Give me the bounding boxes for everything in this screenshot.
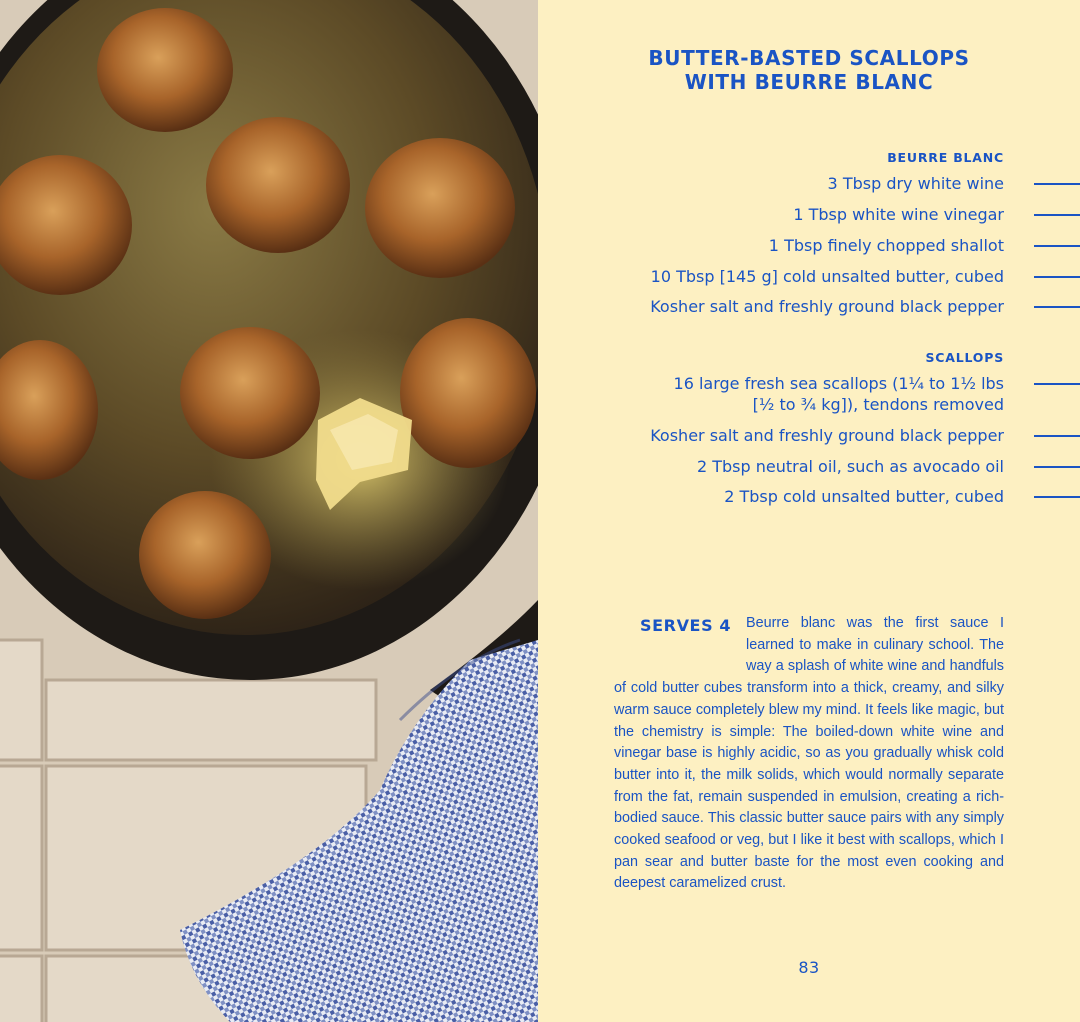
headnote-text: Beurre blanc was the first sauce I learned to make in culinary school. The way a splash of white wine and handfuls of cold butter cubes transform into a thick, creamy, and silky warm sauce completely blew my mind. It feels like magic, but the chemistry is simple: The boiled-down white wine and vinegar base is highly acidic, so as you gradually whisk cold butter into it, the milk solids, which would normally separate from the fat, remain suspended in emulsion, creating a rich-bodied sauce. This classic butter sauce pairs with any simply cooked seafood or veg, but I like it best with scallops, which I pan sear and butter baste for the most even cooking and deepest caramelized crust. [614,615,1004,892]
ingredient-item: 16 large fresh sea scallops (1¼ to 1½ lbs [673,374,1004,393]
ingredient-rule [1034,245,1080,247]
section-label-scallops: SCALLOPS [925,350,1004,365]
ingredient-rule [1034,435,1080,437]
seared-scallops-in-skillet-image [0,0,538,1022]
ingredient-item: 2 Tbsp cold unsalted butter, cubed [724,487,1004,506]
ingredient-item: 1 Tbsp finely chopped shallot [768,236,1004,255]
recipe-title-line-2: WITH BEURRE BLANC [684,70,934,94]
ingredient-rule [1034,383,1080,385]
ingredient-item: Kosher salt and freshly ground black pepper [650,297,1004,316]
ingredient-rule [1034,214,1080,216]
ingredient-rule [1034,306,1080,308]
recipe-photo [0,0,538,1022]
ingredient-item: Kosher salt and freshly ground black pepper [650,426,1004,445]
section-label-beurre-blanc: BEURRE BLANC [887,150,1004,165]
ingredient-item-continued: [½ to ¾ kg]), tendons removed [752,395,1004,414]
ingredient-item: 10 Tbsp [145 g] cold unsalted butter, cubed [650,267,1004,286]
ingredient-item: 2 Tbsp neutral oil, such as avocado oil [696,457,1004,476]
recipe-page [538,0,1080,1022]
ingredient-item: 3 Tbsp dry white wine [827,174,1004,193]
ingredient-rule [1034,496,1080,498]
headnote-indent [614,613,746,678]
serves-label: SERVES 4 [640,616,732,635]
page-number: 83 [798,958,820,977]
ingredient-rule [1034,183,1080,185]
headnote [614,613,1004,895]
ingredient-item: 1 Tbsp white wine vinegar [793,205,1004,224]
recipe-title-line-1: BUTTER-BASTED SCALLOPS [648,46,970,70]
recipe-title [538,46,1080,94]
ingredient-rule [1034,276,1080,278]
ingredient-rule [1034,466,1080,468]
